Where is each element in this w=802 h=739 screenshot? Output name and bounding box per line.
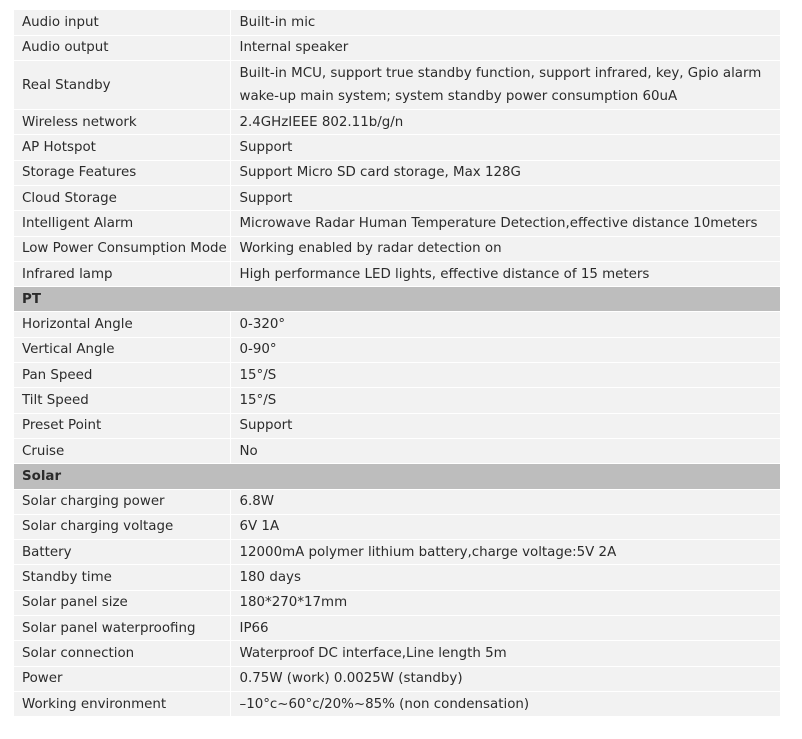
spec-label: Audio output [14,35,230,60]
spec-value: No [230,438,780,463]
spec-value: Working enabled by radar detection on [230,236,780,261]
spec-label: Preset Point [14,413,230,438]
spec-value: Built-in mic [230,10,780,35]
spec-value: 0-320° [230,312,780,337]
spec-value: Internal speaker [230,35,780,60]
spec-row [14,185,780,210]
spec-value: 180*270*17mm [230,590,780,615]
spec-value: High performance LED lights, effective distance of 15 meters [230,261,780,286]
spec-value: Support [230,135,780,160]
spec-label: Battery [14,540,230,565]
spec-value: –10°c~60°c/20%~85% (non condensation) [230,691,780,716]
spec-label: Wireless network [14,110,230,135]
spec-value: Support Micro SD card storage, Max 128G [230,160,780,185]
spec-label: Cloud Storage [14,185,230,210]
spec-value: 6.8W [230,489,780,514]
spec-value: 12000mA polymer lithium battery,charge voltage:5V 2A [230,540,780,565]
spec-value: 15°/S [230,388,780,413]
spec-label: Solar panel waterproofing [14,616,230,641]
spec-label: Solar charging power [14,489,230,514]
spec-label: Pan Speed [14,363,230,388]
spec-row [14,590,780,615]
spec-row [14,35,780,60]
spec-value: Microwave Radar Human Temperature Detection,effective distance 10meters [230,211,780,236]
spec-value: 15°/S [230,363,780,388]
spec-value: 2.4GHzIEEE 802.11b/g/n [230,110,780,135]
section-title: Solar [14,464,780,489]
spec-row [14,489,780,514]
spec-label: Power [14,666,230,691]
spec-row [14,413,780,438]
spec-row [14,388,780,413]
spec-label: Infrared lamp [14,261,230,286]
section-header [14,464,780,489]
spec-value: Built-in MCU, support true standby function, support infrared, key, Gpio alarm wake-up main system; system standby power consumption 60uA [230,61,780,110]
spec-label: Horizontal Angle [14,312,230,337]
spec-row [14,135,780,160]
spec-label: Cruise [14,438,230,463]
spec-row [14,160,780,185]
spec-row [14,236,780,261]
spec-value: 180 days [230,565,780,590]
spec-value: Support [230,185,780,210]
spec-value: Waterproof DC interface,Line length 5m [230,641,780,666]
spec-table [14,10,780,717]
section-header [14,287,780,312]
spec-label: Solar connection [14,641,230,666]
spec-row [14,514,780,539]
spec-label: AP Hotspot [14,135,230,160]
spec-row [14,540,780,565]
spec-row [14,110,780,135]
section-title: PT [14,287,780,312]
spec-value: 0-90° [230,337,780,362]
spec-label: Standby time [14,565,230,590]
spec-row [14,61,780,110]
spec-label: Storage Features [14,160,230,185]
spec-label: Solar panel size [14,590,230,615]
spec-row [14,312,780,337]
spec-label: Tilt Speed [14,388,230,413]
spec-row [14,10,780,35]
spec-row [14,691,780,716]
spec-label: Audio input [14,10,230,35]
spec-row [14,438,780,463]
spec-value: Support [230,413,780,438]
spec-row [14,261,780,286]
spec-row [14,616,780,641]
spec-row [14,337,780,362]
spec-label: Vertical Angle [14,337,230,362]
spec-row [14,666,780,691]
spec-label: Real Standby [14,61,230,110]
spec-row [14,211,780,236]
spec-label: Intelligent Alarm [14,211,230,236]
spec-label: Low Power Consumption Mode [14,236,230,261]
spec-row [14,363,780,388]
spec-label: Solar charging voltage [14,514,230,539]
spec-row [14,641,780,666]
spec-value: 0.75W (work) 0.0025W (standby) [230,666,780,691]
spec-table-body [14,10,780,717]
spec-value: 6V 1A [230,514,780,539]
spec-row [14,565,780,590]
spec-label: Working environment [14,691,230,716]
spec-value: IP66 [230,616,780,641]
